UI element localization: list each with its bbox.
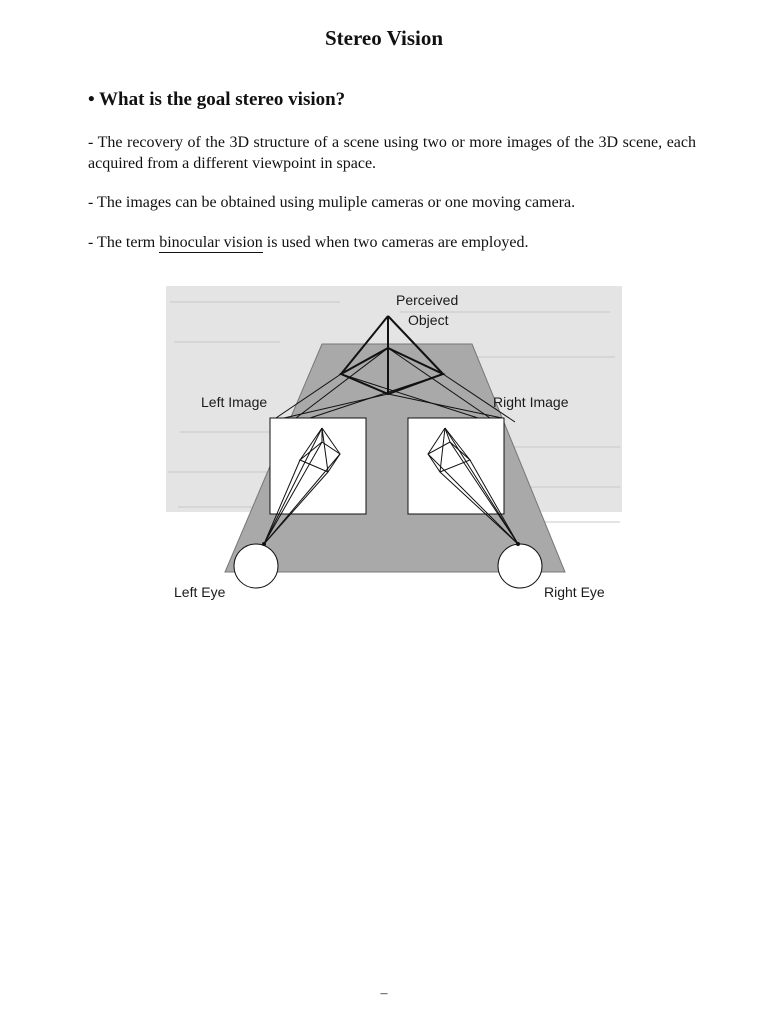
binocular-suffix: is used when two cameras are employed. — [262, 234, 529, 251]
paragraph-binocular — [88, 232, 696, 253]
stereo-diagram — [160, 282, 630, 612]
right-eye-label: Right Eye — [544, 584, 605, 600]
left-image-label: Left Image — [201, 394, 268, 410]
right-image-label: Right Image — [493, 394, 569, 410]
right-eye-circle — [498, 544, 542, 588]
left-eye-focal-point — [262, 542, 266, 546]
section-question: • What is the goal stereo vision? — [88, 89, 346, 110]
page-title: Stereo Vision — [324, 26, 444, 50]
right-eye-focal-point — [516, 542, 520, 546]
left-image-panel — [270, 418, 366, 514]
paragraph-recovery: - The recovery of the 3D structure of a scene using two or more images of the 3D scene, each acquired from a different viewpoint in space. — [88, 134, 696, 172]
binocular-vision-term: binocular vision — [159, 234, 263, 251]
perceived-label-line2: Object — [408, 312, 449, 328]
stereo-vision-figure — [160, 282, 630, 612]
left-eye-label: Left Eye — [174, 584, 226, 600]
binocular-prefix: - The term — [88, 234, 160, 251]
paragraph-cameras: - The images can be obtained using muliple cameras or one moving camera. — [88, 194, 576, 211]
left-eye-circle — [234, 544, 278, 588]
perceived-label-line1: Perceived — [396, 292, 459, 308]
page-number-mark: – — [380, 986, 388, 1001]
